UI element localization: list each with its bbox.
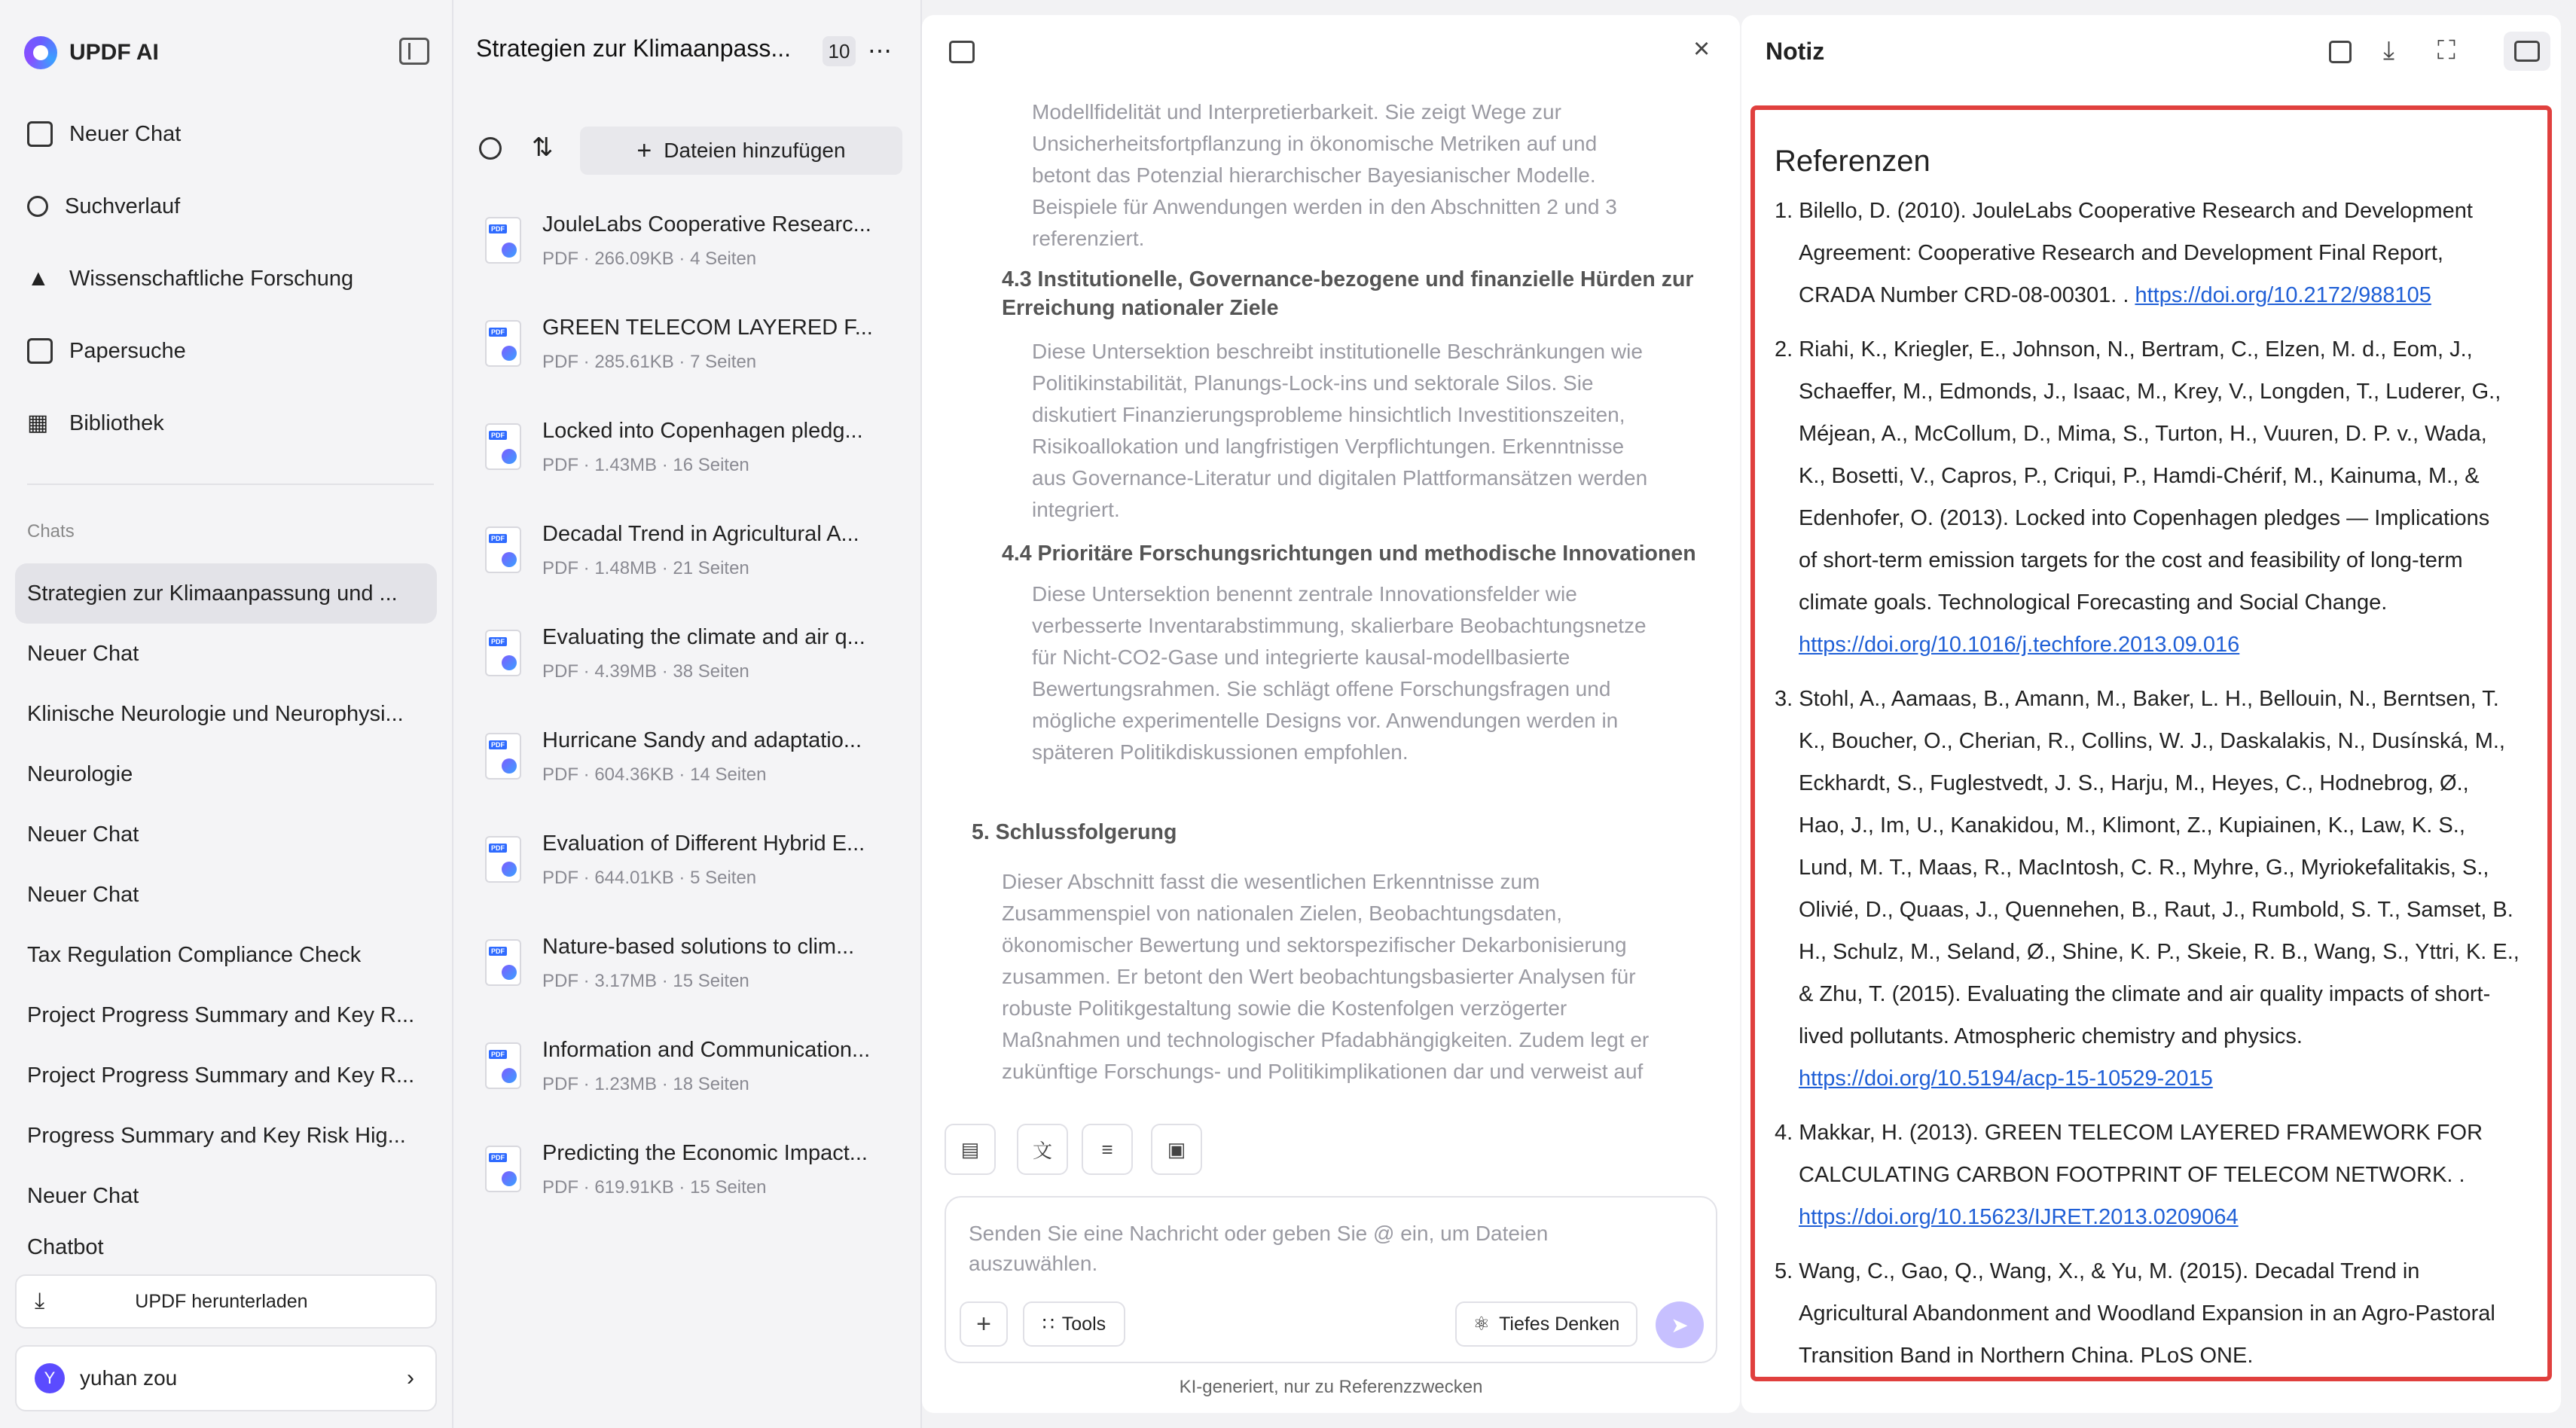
summarize-tool-icon[interactable]: ▤ xyxy=(945,1124,996,1175)
doc-paragraph: Diese Untersektion benennt zentrale Innovationsfelder wie verbesserte Inventarabstimmung, skalierbare Beobachtungsnetze für Nicht-CO2-Gase und integrierte kausal-modellbasierte Bewertungsrahmen. Sie schlägt offene Forschungsfragen und mögliche experimentelle Designs vor. Anwendungen werden in späteren Politikdiskussionen empfohlen. xyxy=(1032,582,1647,764)
reference-line: Lund, M. T., Maas, R., MacIntosh, C. R., Myhre, G., Myriokefalitakis, S., xyxy=(1799,856,2489,880)
chats-section-label: Chats xyxy=(27,521,75,542)
plus-icon: + xyxy=(636,136,652,165)
file-item[interactable] xyxy=(482,407,904,490)
doi-link[interactable]: https://doi.org/10.5194/acp-15-10529-2015 xyxy=(1799,1066,2213,1091)
file-name: Information and Communication... xyxy=(542,1038,871,1062)
more-options-icon[interactable]: ⋯ xyxy=(868,37,893,64)
add-files-button[interactable] xyxy=(580,127,902,175)
file-name: GREEN TELECOM LAYERED F... xyxy=(542,316,873,340)
doc-paragraph: Dieser Abschnitt fasst die wesentlichen Erkenntnisse zum Zusammenspiel von nationalen Zielen, Beobachtungsdaten, ökonomischer Bewertung und sektorspezifischer Dekarbonisierung zusammen. Er betont den Wert beobachtungsbasierter Analysen für robuste Politikgestaltung sowie die Kostenfolgen verzögerter Maßnahmen und technologischer Pfadabhängigkeiten. Zudem legt er zukünftige Forschungs- und Politikimplikationen dar und verweist auf xyxy=(1002,870,1650,1083)
file-item[interactable] xyxy=(482,510,904,593)
download-updf-button[interactable] xyxy=(15,1274,437,1329)
reference-line: of short-term emission targets for the cost and feasibility of long-term xyxy=(1799,548,2463,572)
reference-line: 4. Makkar, H. (2013). GREEN TELECOM LAYERED FRAMEWORK FOR xyxy=(1775,1121,2483,1145)
nav-label: Bibliothek xyxy=(69,410,164,435)
chat-item[interactable]: Neuer Chat xyxy=(27,641,139,666)
nav-label: Neuer Chat xyxy=(69,121,182,146)
file-meta: PDF · 1.48MB · 21 Seiten xyxy=(542,558,749,578)
reference-line: H., Schulz, M., Seland, Ø., Shine, K. P., Skeie, R. B., Wang, S., Yttri, K. E., xyxy=(1799,940,2520,964)
doi-link[interactable]: https://doi.org/10.2172/988105 xyxy=(2135,283,2431,307)
file-meta: PDF · 1.23MB · 18 Seiten xyxy=(542,1074,749,1094)
file-item[interactable] xyxy=(482,716,904,799)
section-heading-4-4: 4.4 Prioritäre Forschungsrichtungen und methodische Innovationen xyxy=(1002,542,1696,566)
file-meta: PDF · 1.43MB · 16 Seiten xyxy=(542,455,749,475)
nav-new-chat[interactable] xyxy=(27,111,181,157)
chat-panel xyxy=(922,15,1740,1413)
reference-item xyxy=(1775,328,2535,666)
download-label: UPDF herunterladen xyxy=(135,1290,308,1312)
download-icon: ⤓ xyxy=(35,1289,45,1314)
reference-line: Agricultural Abandonment and Woodland Expansion in an Agro-Pastoral xyxy=(1799,1301,2495,1326)
file-name: Locked into Copenhagen pledg... xyxy=(542,419,863,443)
reference-line: Olivié, D., Quaas, J., Quennehen, B., Raut, J., Rumbold, S. T., Samset, B. xyxy=(1799,898,2513,922)
reference-item xyxy=(1775,190,2535,316)
notes-title: Notiz xyxy=(1766,38,1825,65)
attach-button[interactable] xyxy=(960,1301,1008,1347)
pdf-file-icon: PDF xyxy=(485,1042,521,1089)
doi-link[interactable]: https://doi.org/10.15623/IJRET.2013.0209064 xyxy=(1799,1205,2239,1229)
deep-thinking-label: Tiefes Denken xyxy=(1499,1313,1620,1335)
project-title: Strategien zur Klimaanpass... xyxy=(476,35,791,62)
notes-panel xyxy=(1741,15,2561,1413)
reference-line: & Zhu, T. (2015). Evaluating the climate and air quality impacts of short- xyxy=(1799,982,2491,1006)
chat-item[interactable]: Neuer Chat xyxy=(27,1183,139,1208)
chat-item[interactable]: Progress Summary and Key Risk Hig... xyxy=(27,1123,406,1148)
nav-library[interactable] xyxy=(27,401,164,446)
copy-icon[interactable] xyxy=(2329,41,2352,63)
disclaimer: KI-generiert, nur zu Referenzzwecken xyxy=(1179,1377,1483,1397)
file-item[interactable] xyxy=(482,1026,904,1109)
chat-item[interactable]: Project Progress Summary and Key R... xyxy=(27,1063,415,1088)
reference-item xyxy=(1775,678,2535,1100)
reference-line: Méjean, A., McCollum, D., Mima, S., Turton, H., Vuuren, D. P. v., Wada, xyxy=(1799,422,2487,446)
tools-icon: ∷ xyxy=(1042,1314,1055,1335)
reference-item xyxy=(1775,1112,2535,1238)
file-item[interactable] xyxy=(482,923,904,1005)
reference-list xyxy=(1775,190,2535,1381)
file-name: Decadal Trend in Agricultural A... xyxy=(542,522,859,546)
search-icon xyxy=(27,196,48,217)
reference-line: K., Boucher, O., Cherian, R., Collins, W. J., Daskalakis, N., Dusínská, M., xyxy=(1799,729,2505,753)
pdf-file-icon: PDF xyxy=(485,423,521,470)
pdf-file-icon: PDF xyxy=(485,320,521,367)
pdf-file-icon: PDF xyxy=(485,939,521,986)
chat-item[interactable]: Tax Regulation Compliance Check xyxy=(27,942,362,967)
telescope-icon: ▲ xyxy=(27,266,50,291)
toggle-panel-icon[interactable] xyxy=(949,41,975,63)
chat-item[interactable]: Neuer Chat xyxy=(27,882,139,907)
library-icon: ▦ xyxy=(27,410,49,435)
file-meta: PDF · 3.17MB · 15 Seiten xyxy=(542,971,749,991)
chat-item[interactable]: Klinische Neurologie und Neurophysi... xyxy=(27,701,404,726)
close-icon[interactable]: × xyxy=(1693,33,1711,65)
tools-button[interactable] xyxy=(1023,1301,1125,1347)
file-item[interactable] xyxy=(482,304,904,386)
split-view-icon[interactable] xyxy=(2504,32,2550,71)
nav-label: Suchverlauf xyxy=(65,194,181,218)
sort-icon[interactable]: ⇅ xyxy=(532,133,554,162)
nav-search-history[interactable] xyxy=(27,184,180,229)
file-meta: PDF · 644.01KB · 5 Seiten xyxy=(542,868,757,888)
doc-paragraph: Diese Untersektion beschreibt institutionelle Beschränkungen wie Politikinstabilität, Planungs-Lock-ins und sektorale Silos. Sie diskutiert Finanzierungsprobleme hinsichtlich Investitionszeiten, Risikoallokation und langfristigen Verpflichtungen. Erkenntnisse aus Governance-Literatur und digitalen Plattformansätzen werden integriert. xyxy=(1032,340,1648,521)
send-button[interactable] xyxy=(1656,1301,1704,1348)
reference-line xyxy=(1775,274,2535,316)
reference-line: 5. Wang, C., Gao, Q., Wang, X., & Yu, M. (2015). Decadal Trend in xyxy=(1775,1259,2420,1283)
reference-line: CALCULATING CARBON FOOTPRINT OF TELECOM NETWORK. . xyxy=(1799,1163,2465,1187)
reference-line: 3. Stohl, A., Aamaas, B., Amann, M., Baker, L. H., Bellouin, N., Berntsen, T. xyxy=(1775,687,2499,711)
reference-line: Schaeffer, M., Edmonds, J., Isaac, M., Krey, V., Longden, T., Luderer, G., xyxy=(1799,380,2501,404)
sidebar-divider xyxy=(27,484,434,485)
file-name: Evaluating the climate and air q... xyxy=(542,625,865,649)
search-icon[interactable] xyxy=(479,137,502,160)
file-name: Evaluation of Different Hybrid E... xyxy=(542,831,865,856)
outline-tool-icon[interactable]: ≡ xyxy=(1082,1124,1133,1175)
chat-item[interactable]: Neuer Chat xyxy=(27,822,139,847)
pdf-file-icon: PDF xyxy=(485,526,521,573)
file-item[interactable] xyxy=(482,613,904,696)
send-icon: ➤ xyxy=(1671,1313,1689,1337)
chat-item[interactable]: Project Progress Summary and Key R... xyxy=(27,1002,415,1027)
reference-item xyxy=(1775,1250,2535,1377)
reference-line: Eckhardt, S., Fuglestvedt, J. S., Harju, M., Heyes, C., Hodnebrog, Ø., xyxy=(1799,771,2469,795)
collapse-sidebar-icon[interactable] xyxy=(399,38,429,65)
translate-tool-icon[interactable]: 文 xyxy=(1017,1124,1068,1175)
file-item[interactable] xyxy=(482,1129,904,1212)
tools-label: Tools xyxy=(1061,1313,1106,1335)
plus-icon: + xyxy=(976,1309,991,1338)
file-item[interactable] xyxy=(482,819,904,902)
updf-logo-icon xyxy=(24,36,57,69)
file-name: Predicting the Economic Impact... xyxy=(542,1141,868,1165)
pdf-file-icon: PDF xyxy=(485,630,521,676)
file-name: JouleLabs Cooperative Researc... xyxy=(542,212,871,236)
pdf-file-icon: PDF xyxy=(485,836,521,883)
doi-link[interactable]: https://doi.org/10.1016/j.techfore.2013.09.016 xyxy=(1799,633,2240,657)
nav-label: Wissenschaftliche Forschung xyxy=(69,266,354,291)
avatar: Y xyxy=(35,1363,65,1393)
file-item[interactable] xyxy=(482,200,904,283)
pdf-file-icon: PDF xyxy=(485,733,521,780)
add-files-label: Dateien hinzufügen xyxy=(664,139,846,162)
notes-heading: Referenzen xyxy=(1775,145,1930,178)
nav-label: Papersuche xyxy=(69,338,186,363)
reference-line: lived pollutants. Atmospheric chemistry and physics. xyxy=(1799,1024,2303,1048)
reference-line: Edenhofer, O. (2013). Locked into Copenhagen pledges — Implications xyxy=(1799,506,2490,530)
file-meta: PDF · 619.91KB · 15 Seiten xyxy=(542,1177,767,1198)
nav-research[interactable] xyxy=(27,256,353,301)
file-name: Nature-based solutions to clim... xyxy=(542,935,855,959)
file-name: Hurricane Sandy and adaptatio... xyxy=(542,728,862,752)
reference-line: Agreement: Cooperative Research and Development Final Report, xyxy=(1799,241,2443,265)
chat-item[interactable]: Chatbot xyxy=(27,1235,104,1259)
download-icon[interactable]: ⤓ xyxy=(2383,36,2395,65)
atom-icon: ⚛ xyxy=(1473,1314,1491,1335)
chat-item[interactable]: Strategien zur Klimaanpassung und ... xyxy=(27,581,398,606)
section-heading-5: 5. Schlussfolgerung xyxy=(972,820,1177,844)
pdf-file-icon: PDF xyxy=(485,1146,521,1192)
reference-line: climate goals. Technological Forecasting and Social Change. xyxy=(1799,590,2388,615)
pdf-file-icon: PDF xyxy=(485,217,521,264)
section-heading-4-3: 4.3 Institutionelle, Governance-bezogene und finanzielle Hürden zur Erreichung nationaler Ziele xyxy=(1002,267,1694,320)
reference-line: K., Bosetti, V., Capros, P., Criqui, P., Hamdi-Chérif, M., Kainuma, M., & xyxy=(1799,464,2480,488)
file-count-badge: 10 xyxy=(823,36,856,66)
chevron-right-icon: › xyxy=(407,1365,414,1390)
brand-name: UPDF AI xyxy=(69,40,159,65)
highlighted-note-region xyxy=(1750,105,2552,1381)
message-placeholder: Senden Sie eine Nachricht oder geben Sie @ ein, um Dateien auszuwählen. xyxy=(969,1222,1549,1275)
paper-search-icon xyxy=(27,338,53,364)
file-meta: PDF · 266.09KB · 4 Seiten xyxy=(542,249,757,269)
nav-paper-search[interactable] xyxy=(27,328,186,374)
user-name: yuhan zou xyxy=(80,1366,178,1390)
file-meta: PDF · 604.36KB · 14 Seiten xyxy=(542,764,767,785)
fullscreen-icon[interactable]: ⛶ xyxy=(2437,36,2455,65)
reference-line: Transition Band in Northern China. PLoS ONE. xyxy=(1799,1344,2254,1368)
reference-line: Hao, J., Im, U., Kanakidou, M., Klimont, Z., Kupiainen, K., Law, K. S., xyxy=(1799,813,2465,838)
user-profile-button[interactable] xyxy=(15,1345,437,1411)
reference-line: 2. Riahi, K., Kriegler, E., Johnson, N., Bertram, C., Elzen, M. d., Eom, J., xyxy=(1775,337,2473,362)
file-meta: PDF · 4.39MB · 38 Seiten xyxy=(542,661,749,682)
reference-text: CRADA Number CRD-08-00301. . xyxy=(1799,283,2135,307)
file-meta: PDF · 285.61KB · 7 Seiten xyxy=(542,352,757,372)
doc-paragraph: Modellfidelität und Interpretierbarkeit. Sie zeigt Wege zur Unsicherheitsfortpflanzung in ökonomische Metriken auf und betont das Potenzial hierarchischer Bayesianischer Modelle. Beispiele für Anwendungen werden in den Abschnitten 2 und 3 referenziert. xyxy=(1032,100,1617,250)
message-input[interactable] xyxy=(945,1196,1717,1363)
edit-icon xyxy=(27,121,53,147)
deep-thinking-button[interactable] xyxy=(1455,1301,1637,1347)
chat-item[interactable]: Neurologie xyxy=(27,761,133,786)
reference-line: 1. Bilello, D. (2010). JouleLabs Cooperative Research and Development xyxy=(1775,199,2473,223)
mindmap-tool-icon[interactable]: ▣ xyxy=(1151,1124,1202,1175)
brand xyxy=(24,33,159,72)
